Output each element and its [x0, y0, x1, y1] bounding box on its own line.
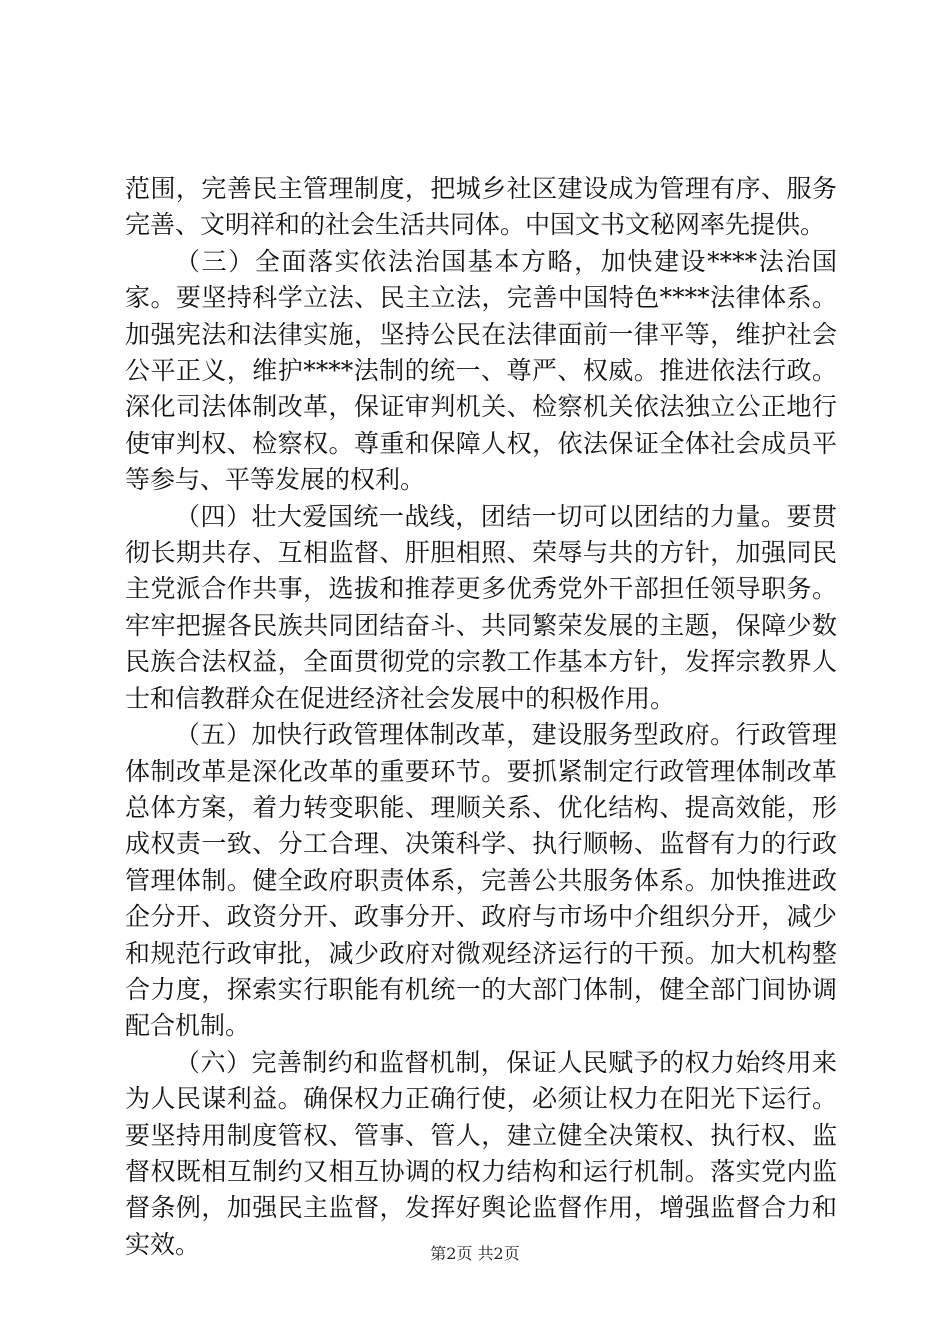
- paragraph-section-5: （五）加快行政管理体制改革，建设服务型政府。行政管理体制改革是深化改革的重要环节。要抓紧制定行政管理体制改革总体方案，着力转变职能、理顺关系、优化结构、提高效能，形成权责一致、分工合理、决策科学、执行顺畅、监督有力的行政管理体制。健全政府职责体系，完善公共服务体系。加快推进政企分开、政资分开、政事分开、政府与市场中介组织分开，减少和规范行政审批，减少政府对微观经济运行的干预。加大机构整合力度，探索实行职能有机统一的大部门体制，健全部门间协调配合机制。: [125, 720, 837, 1041]
- paragraph-section-3: （三）全面落实依法治国基本方略，加快建设****法治国家。要坚持科学立法、民主立法，完善中国特色****法律体系。加强宪法和法律实施，坚持公民在法律面前一律平等，维护社会公平正义，维护****法制的统一、尊严、权威。推进依法行政。深化司法体制改革，保证审判机关、检察机关依法独立公正地行使审判权、检察权。尊重和保障人权，依法保证全体社会成员平等参与、平等发展的权利。: [125, 246, 837, 495]
- paragraph-section-6: （六）完善制约和监督机制，保证人民赋予的权力始终用来为人民谋利益。确保权力正确行使，必须让权力在阳光下运行。要坚持用制度管权、管事、管人，建立健全决策权、执行权、监督权既相互制约又相互协调的权力结构和运行机制。落实党内监督条例，加强民主监督，发挥好舆论监督作用，增强监督合力和实效。: [125, 1047, 837, 1259]
- document-body: [125, 171, 837, 1263]
- paragraph-continuation: 范围，完善民主管理制度，把城乡社区建设成为管理有序、服务完善、文明祥和的社会生活共同体。中国文书文秘网率先提供。: [125, 174, 837, 240]
- paragraph-section-4: （四）壮大爱国统一战线，团结一切可以团结的力量。要贯彻长期共存、互相监督、肝胆相照、荣辱与共的方针，加强同民主党派合作共事，选拔和推荐更多优秀党外干部担任领导职务。牢牢把握各民族共同团结奋斗、共同繁荣发展的主题，保障少数民族合法权益，全面贯彻党的宗教工作基本方针，发挥宗教界人士和信教群众在促进经济社会发展中的积极作用。: [125, 501, 837, 713]
- page-number-footer: 第2页 共2页: [430, 1244, 520, 1263]
